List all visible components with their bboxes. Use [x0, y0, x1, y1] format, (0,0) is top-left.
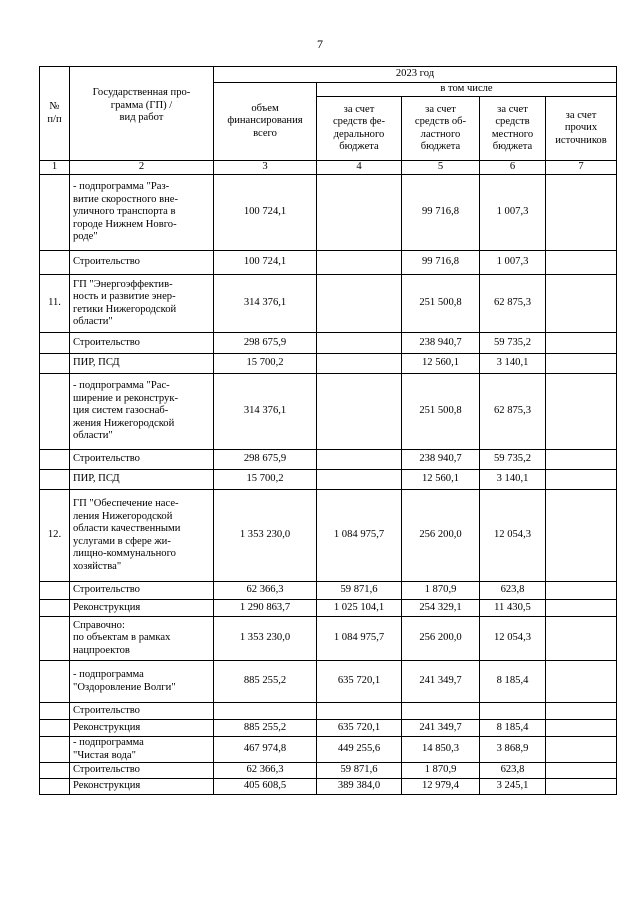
row-name: Строительство: [70, 582, 214, 600]
row-regional: 256 200,0: [402, 617, 480, 661]
row-local: 12 054,3: [480, 617, 546, 661]
row-name: ГП "Обеспечение насе- ления Нижегородской области качественными услугами в сфере жи- лищно-коммунального хозяйства": [70, 490, 214, 582]
table-row: [40, 333, 617, 354]
row-other: [546, 763, 617, 779]
row-federal: [317, 354, 402, 374]
header-col-local: за счет средств местного бюджета: [480, 97, 546, 161]
row-federal: [317, 175, 402, 251]
row-other: [546, 450, 617, 470]
row-number: [40, 470, 70, 490]
row-number: [40, 600, 70, 617]
row-other: [546, 374, 617, 450]
header-col-program: Государственная про- грамма (ГП) / вид работ: [70, 67, 214, 161]
table-row: [40, 617, 617, 661]
row-other: [546, 354, 617, 374]
row-regional: 256 200,0: [402, 490, 480, 582]
row-other: [546, 333, 617, 354]
row-federal: [317, 450, 402, 470]
row-number: [40, 582, 70, 600]
row-regional: 99 716,8: [402, 251, 480, 275]
row-other: [546, 600, 617, 617]
row-federal: 1 084 975,7: [317, 490, 402, 582]
row-federal: 449 255,6: [317, 737, 402, 763]
row-federal: [317, 374, 402, 450]
row-other: [546, 617, 617, 661]
table-row: [40, 374, 617, 450]
row-number: [40, 333, 70, 354]
row-number: [40, 175, 70, 251]
row-regional: 241 349,7: [402, 720, 480, 737]
row-total: 405 608,5: [214, 779, 317, 795]
row-name: ГП "Энергоэффектив- ность и развитие энер- гетики Нижегородской области": [70, 275, 214, 333]
row-federal: 635 720,1: [317, 661, 402, 703]
row-number: [40, 720, 70, 737]
header-col-no: № п/п: [40, 67, 70, 161]
row-regional: 251 500,8: [402, 374, 480, 450]
row-federal: [317, 703, 402, 720]
table-row: [40, 600, 617, 617]
financing-table: [39, 66, 617, 795]
row-other: [546, 779, 617, 795]
row-local: 62 875,3: [480, 374, 546, 450]
row-name: - подпрограмма "Рас- ширение и реконструк- ция систем газоснаб- жения Нижегородской области": [70, 374, 214, 450]
row-total: 1 290 863,7: [214, 600, 317, 617]
page-number: 7: [317, 37, 323, 51]
table-row: [40, 354, 617, 374]
table-row: [40, 703, 617, 720]
row-number: [40, 661, 70, 703]
row-local: 1 007,3: [480, 251, 546, 275]
header-num: 2: [70, 161, 214, 175]
row-other: [546, 720, 617, 737]
row-total: 62 366,3: [214, 763, 317, 779]
table-row: [40, 275, 617, 333]
row-total: 100 724,1: [214, 251, 317, 275]
table-row: [40, 779, 617, 795]
row-number: [40, 737, 70, 763]
row-federal: [317, 470, 402, 490]
row-number: [40, 617, 70, 661]
row-local: 3 140,1: [480, 354, 546, 374]
row-total: 1 353 230,0: [214, 490, 317, 582]
row-federal: 635 720,1: [317, 720, 402, 737]
row-federal: 389 384,0: [317, 779, 402, 795]
header-num: 1: [40, 161, 70, 175]
row-local: 12 054,3: [480, 490, 546, 582]
row-name: Строительство: [70, 450, 214, 470]
row-local: 3 245,1: [480, 779, 546, 795]
row-total: [214, 703, 317, 720]
table-row: [40, 450, 617, 470]
row-local: 59 735,2: [480, 450, 546, 470]
table-row: [40, 251, 617, 275]
row-federal: [317, 275, 402, 333]
row-total: 100 724,1: [214, 175, 317, 251]
row-other: [546, 251, 617, 275]
row-name: Реконструкция: [70, 779, 214, 795]
row-total: 15 700,2: [214, 470, 317, 490]
header-num: 3: [214, 161, 317, 175]
row-total: 314 376,1: [214, 374, 317, 450]
header-col-regional: за счет средств об- ластного бюджета: [402, 97, 480, 161]
row-name: - подпрограмма "Раз- витие скоростного вне- уличного транспорта в городе Нижнем Новго- роде": [70, 175, 214, 251]
row-regional: 238 940,7: [402, 450, 480, 470]
row-regional: 251 500,8: [402, 275, 480, 333]
table-row: [40, 582, 617, 600]
row-name: Строительство: [70, 763, 214, 779]
header-including: в том числе: [317, 83, 617, 97]
row-federal: 1 025 104,1: [317, 600, 402, 617]
row-name: Реконструкция: [70, 720, 214, 737]
row-federal: 59 871,6: [317, 582, 402, 600]
row-number: 12.: [40, 490, 70, 582]
row-local: 8 185,4: [480, 661, 546, 703]
row-name: Строительство: [70, 251, 214, 275]
row-local: 623,8: [480, 582, 546, 600]
row-local: 1 007,3: [480, 175, 546, 251]
header-num: 4: [317, 161, 402, 175]
row-total: 314 376,1: [214, 275, 317, 333]
row-name: Строительство: [70, 703, 214, 720]
row-other: [546, 737, 617, 763]
row-number: [40, 354, 70, 374]
row-name: ПИР, ПСД: [70, 354, 214, 374]
row-regional: 1 870,9: [402, 582, 480, 600]
row-local: 623,8: [480, 763, 546, 779]
header-col-federal: за счет средств фе- дерального бюджета: [317, 97, 402, 161]
row-total: 298 675,9: [214, 450, 317, 470]
table-row: [40, 490, 617, 582]
row-federal: 1 084 975,7: [317, 617, 402, 661]
header-num: 6: [480, 161, 546, 175]
row-number: [40, 763, 70, 779]
table-row: [40, 737, 617, 763]
row-regional: 1 870,9: [402, 763, 480, 779]
row-number: [40, 251, 70, 275]
header-num: 5: [402, 161, 480, 175]
row-total: 885 255,2: [214, 720, 317, 737]
row-other: [546, 661, 617, 703]
row-local: 62 875,3: [480, 275, 546, 333]
row-other: [546, 275, 617, 333]
row-regional: 12 560,1: [402, 470, 480, 490]
header-year: 2023 год: [214, 67, 617, 83]
row-local: 3 868,9: [480, 737, 546, 763]
row-number: 11.: [40, 275, 70, 333]
row-total: 467 974,8: [214, 737, 317, 763]
row-name: - подпрограмма "Чистая вода": [70, 737, 214, 763]
row-local: [480, 703, 546, 720]
row-regional: 12 979,4: [402, 779, 480, 795]
row-local: 11 430,5: [480, 600, 546, 617]
row-number: [40, 374, 70, 450]
row-total: 298 675,9: [214, 333, 317, 354]
row-regional: 12 560,1: [402, 354, 480, 374]
table-row: [40, 720, 617, 737]
row-local: 59 735,2: [480, 333, 546, 354]
row-other: [546, 470, 617, 490]
table-row: [40, 175, 617, 251]
table-row: [40, 763, 617, 779]
row-regional: 238 940,7: [402, 333, 480, 354]
row-name: - подпрограмма "Оздоровление Волги": [70, 661, 214, 703]
row-other: [546, 582, 617, 600]
header-col-total: объем финансирования всего: [214, 83, 317, 161]
row-name: ПИР, ПСД: [70, 470, 214, 490]
row-total: 15 700,2: [214, 354, 317, 374]
row-other: [546, 490, 617, 582]
row-total: 62 366,3: [214, 582, 317, 600]
header-col-other: за счет прочих источников: [546, 97, 617, 161]
row-name: Реконструкция: [70, 600, 214, 617]
row-name: Справочно: по объектам в рамках нацпроектов: [70, 617, 214, 661]
row-name: Строительство: [70, 333, 214, 354]
row-regional: 14 850,3: [402, 737, 480, 763]
row-total: 885 255,2: [214, 661, 317, 703]
header-num: 7: [546, 161, 617, 175]
row-federal: 59 871,6: [317, 763, 402, 779]
row-local: 8 185,4: [480, 720, 546, 737]
row-regional: 99 716,8: [402, 175, 480, 251]
row-regional: 241 349,7: [402, 661, 480, 703]
row-number: [40, 450, 70, 470]
row-number: [40, 703, 70, 720]
row-number: [40, 779, 70, 795]
row-total: 1 353 230,0: [214, 617, 317, 661]
table-row: [40, 661, 617, 703]
table-row: [40, 470, 617, 490]
row-regional: [402, 703, 480, 720]
row-federal: [317, 333, 402, 354]
row-other: [546, 175, 617, 251]
header-numbers-row: [40, 161, 617, 175]
row-other: [546, 703, 617, 720]
row-local: 3 140,1: [480, 470, 546, 490]
row-federal: [317, 251, 402, 275]
row-regional: 254 329,1: [402, 600, 480, 617]
